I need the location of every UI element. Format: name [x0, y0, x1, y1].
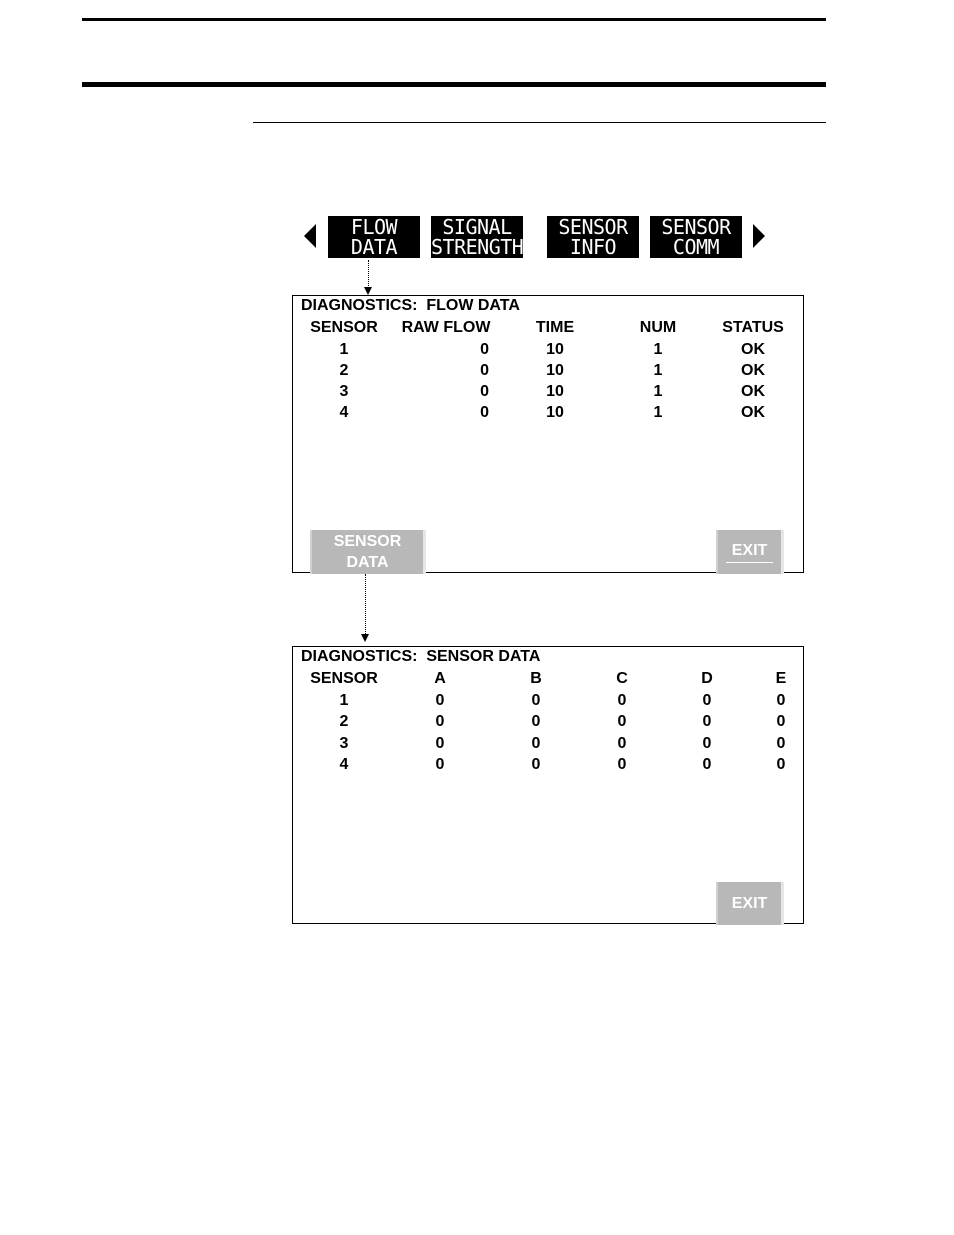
softkey-sensor-info[interactable] — [547, 216, 639, 258]
table-cell: 0 — [702, 735, 712, 752]
softkey-label-line1: SENSOR — [558, 215, 628, 239]
connector-line — [368, 260, 369, 288]
softkey-sensor-comm[interactable] — [650, 216, 742, 258]
table-cell: 4 — [339, 756, 349, 773]
table-cell: OK — [741, 383, 765, 400]
softkey-label-line1: FLOW — [350, 215, 398, 239]
column-header: B — [530, 670, 542, 687]
column-header: D — [701, 670, 713, 687]
table-cell: 10 — [546, 383, 564, 400]
column-header: TIME — [535, 319, 575, 336]
table-cell: 0 — [776, 735, 786, 752]
table-cell: 1 — [653, 404, 663, 421]
table-cell: 1 — [339, 341, 349, 358]
table-cell: 0 — [617, 692, 627, 709]
sensor-data-panel — [292, 646, 804, 924]
table-cell: 0 — [435, 735, 445, 752]
table-cell: 0 — [435, 713, 445, 730]
header-rule — [82, 82, 826, 87]
table-cell: 2 — [339, 713, 349, 730]
table-cell: 0 — [480, 341, 489, 358]
table-cell: 4 — [339, 404, 349, 421]
table-cell: 0 — [531, 692, 541, 709]
table-cell: 0 — [531, 756, 541, 773]
table-cell: 0 — [702, 713, 712, 730]
column-header: A — [434, 670, 446, 687]
table-cell: 1 — [653, 341, 663, 358]
down-arrow-icon — [364, 287, 372, 295]
button-label-line1: SENSOR — [333, 533, 402, 550]
exit-label: EXIT — [731, 894, 768, 912]
sensor-data-button[interactable] — [310, 530, 426, 574]
exit-button[interactable] — [716, 530, 784, 574]
table-cell: 0 — [776, 713, 786, 730]
table-cell: OK — [741, 362, 765, 379]
table-cell: 2 — [339, 362, 349, 379]
panel-title: DIAGNOSTICS: FLOW DATA — [301, 297, 520, 314]
softkey-label-line1: SENSOR — [661, 215, 731, 239]
softkey-label-line1: SIGNAL — [442, 215, 512, 239]
table-cell: 0 — [480, 383, 489, 400]
panel-title: DIAGNOSTICS: SENSOR DATA — [301, 648, 541, 665]
top-rule — [82, 18, 826, 21]
exit-label: EXIT — [726, 542, 774, 563]
table-cell: 0 — [702, 756, 712, 773]
softkey-flow-data[interactable] — [328, 216, 420, 258]
column-header: RAW FLOW — [401, 319, 491, 336]
table-cell: 1 — [339, 692, 349, 709]
table-cell: 10 — [546, 362, 564, 379]
softkey-signal-strength[interactable] — [431, 216, 523, 258]
softkey-label-line2: COMM — [672, 235, 720, 259]
softkey-bar — [300, 214, 780, 260]
column-header: C — [616, 670, 628, 687]
section-rule — [253, 122, 826, 123]
table-cell: 10 — [546, 404, 564, 421]
softkey-label-line2: INFO — [569, 235, 617, 259]
table-cell: 1 — [653, 383, 663, 400]
table-cell: 0 — [617, 713, 627, 730]
flow-data-panel — [292, 295, 804, 573]
table-cell: 0 — [617, 735, 627, 752]
left-arrow-icon[interactable] — [304, 224, 316, 248]
table-cell: 0 — [435, 692, 445, 709]
softkey-label-line2: DATA — [350, 235, 398, 259]
table-cell: 0 — [480, 404, 489, 421]
table-cell: 0 — [617, 756, 627, 773]
table-cell: 10 — [546, 341, 564, 358]
table-cell: 3 — [339, 383, 349, 400]
table-cell: 0 — [531, 713, 541, 730]
column-header: SENSOR — [310, 670, 378, 687]
table-cell: 0 — [776, 756, 786, 773]
right-arrow-icon[interactable] — [753, 224, 765, 248]
column-header: SENSOR — [310, 319, 378, 336]
column-header: E — [775, 670, 787, 687]
exit-button[interactable] — [716, 882, 784, 925]
table-cell: 3 — [339, 735, 349, 752]
table-cell: 0 — [480, 362, 489, 379]
table-cell: OK — [741, 341, 765, 358]
connector-line — [365, 574, 366, 638]
table-cell: 0 — [435, 756, 445, 773]
softkey-label-line2: STRENGTH — [431, 235, 524, 259]
column-header: STATUS — [722, 319, 784, 336]
table-cell: OK — [741, 404, 765, 421]
button-label-line2: DATA — [346, 554, 389, 571]
down-arrow-icon — [361, 634, 369, 642]
table-cell: 0 — [776, 692, 786, 709]
table-cell: 0 — [702, 692, 712, 709]
table-cell: 1 — [653, 362, 663, 379]
table-cell: 0 — [531, 735, 541, 752]
column-header: NUM — [639, 319, 677, 336]
